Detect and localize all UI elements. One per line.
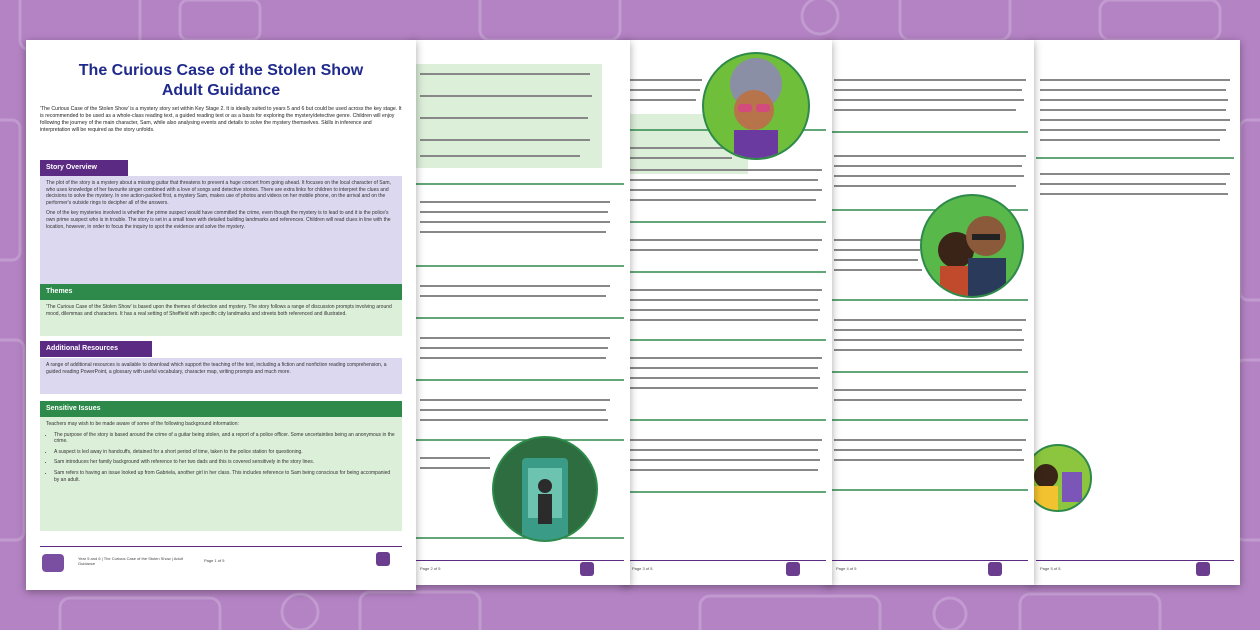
- sensitive-issues-intro: Teachers may wish to be made aware of some of the following background information:: [46, 421, 239, 427]
- page-number: Page 5 of 5: [1040, 566, 1061, 571]
- sensitive-issues-box: [40, 417, 402, 531]
- page-4: [826, 40, 1034, 585]
- sensitive-issues-list: [46, 432, 396, 484]
- page-5: [1030, 40, 1240, 585]
- list-item: • A suspect is led away in handcuffs, detained for a short period of time, taken to the police station for questioning.: [54, 449, 396, 456]
- page-number: Page 3 of 5: [632, 566, 653, 571]
- footer-divider: [628, 560, 826, 561]
- document-title: The Curious Case of the Stolen Show: [78, 62, 364, 79]
- themes-heading: Themes: [40, 284, 402, 300]
- additional-resources-text: A range of additional resources is available to download which support the teaching of the text, including a fiction and nonfiction reading comprehension, a guided reading PowerPoint, a glossary with useful vocabulary, character map, writing prompts and much more.: [46, 362, 387, 375]
- additional-resources-box: [40, 358, 402, 394]
- character-portrait-icon: [920, 194, 1024, 298]
- footer-divider: [416, 560, 624, 561]
- themes-box: [40, 300, 402, 336]
- page-3: [622, 40, 832, 585]
- footer-divider: [40, 546, 402, 547]
- document-subtitle: Adult Guidance: [161, 82, 281, 99]
- page-4-text-lines: [826, 40, 1034, 585]
- themes-text: 'The Curious Case of the Stolen Show' is based upon the themes of detection and mystery. The story follows a range of discussion prompts involving around mood, dilemmas and characters. It has a real setting of Sheffield with specific city landmarks and streets both referenced and illustrated.: [46, 304, 392, 317]
- list-item: • Sam introduces her family background with reference to her two dads and this is covered sensitively in the story lines.: [54, 459, 396, 466]
- badge-icon: [786, 562, 800, 576]
- story-overview-heading: Story Overview: [40, 160, 128, 176]
- page-number: Page 1 of 5: [204, 558, 225, 563]
- badge-icon: [1196, 562, 1210, 576]
- footer-text: Year 5 and 6 | The Curious Case of the Stolen Show | Adult Guidance: [78, 556, 183, 566]
- phone-box-illustration-icon: [492, 436, 598, 542]
- badge-icon: [580, 562, 594, 576]
- story-overview-box: [40, 176, 402, 300]
- twinkl-logo-icon: [42, 554, 64, 572]
- intro-text: 'The Curious Case of the Stolen Show' is a mystery story set within Key Stage 2. It is ideally suited to years 5 and 6 but could be used across the key stage. It is recommended to be used as a whole-class reading text, a guided reading text or as a basis for exploring the mystery/detective genre. Children will enjoy following the journey of the main character, Sam, while also analysing events and details to solve the mystery themselves. Skills in inference and interpretation will be required as the story unfolds.: [40, 106, 402, 133]
- list-item: • The purpose of the story is based around the crime of a guitar being stolen, and a report of a police officer. Some uncertainties being an anonymous in the crime.: [54, 432, 396, 445]
- page-number: Page 2 of 5: [420, 566, 441, 571]
- page-number: Page 4 of 5: [836, 566, 857, 571]
- footer-divider: [1036, 560, 1234, 561]
- character-portrait-icon: [702, 52, 810, 160]
- story-overview-para-2: One of the key mysteries involved is whether the prime suspect would have committed the crime, even though the mystery is to lead to and it is the police's own prime suspect who is in trouble. The story is set in a small town with detailed building landmarks and references. Children will read clues in line with the location, however, in order to focus the inquiry to spot the evidence and solve the mystery.: [46, 210, 391, 230]
- list-item: • Sam refers to having an issue looked up from Gabriela, another girl in her class. This includes reference to Sam being conscious for being accompanied by an adult.: [54, 470, 396, 483]
- page-2: [410, 40, 630, 585]
- badge-icon: [376, 552, 390, 566]
- additional-resources-heading: Additional Resources: [40, 341, 152, 357]
- footer-divider: [832, 560, 1028, 561]
- page-1: [26, 40, 416, 590]
- sensitive-issues-heading: Sensitive Issues: [40, 401, 402, 417]
- story-overview-para-1: The plot of the story is a mystery about a missing guitar that threatens to prevent a huge concert from going ahead. It focuses on the local character of Sam, who uses knowledge of her favourite singer combined with a love of songs and detective stories. There are extra links for children to interpret the clues and decisions to solve the mystery. In one action-packed first, a mystery Sam, makes use of photos and videos on her mobile phone, on the arrival and on the performer's outside rings to decipher all of the answers.: [46, 180, 391, 206]
- badge-icon: [988, 562, 1002, 576]
